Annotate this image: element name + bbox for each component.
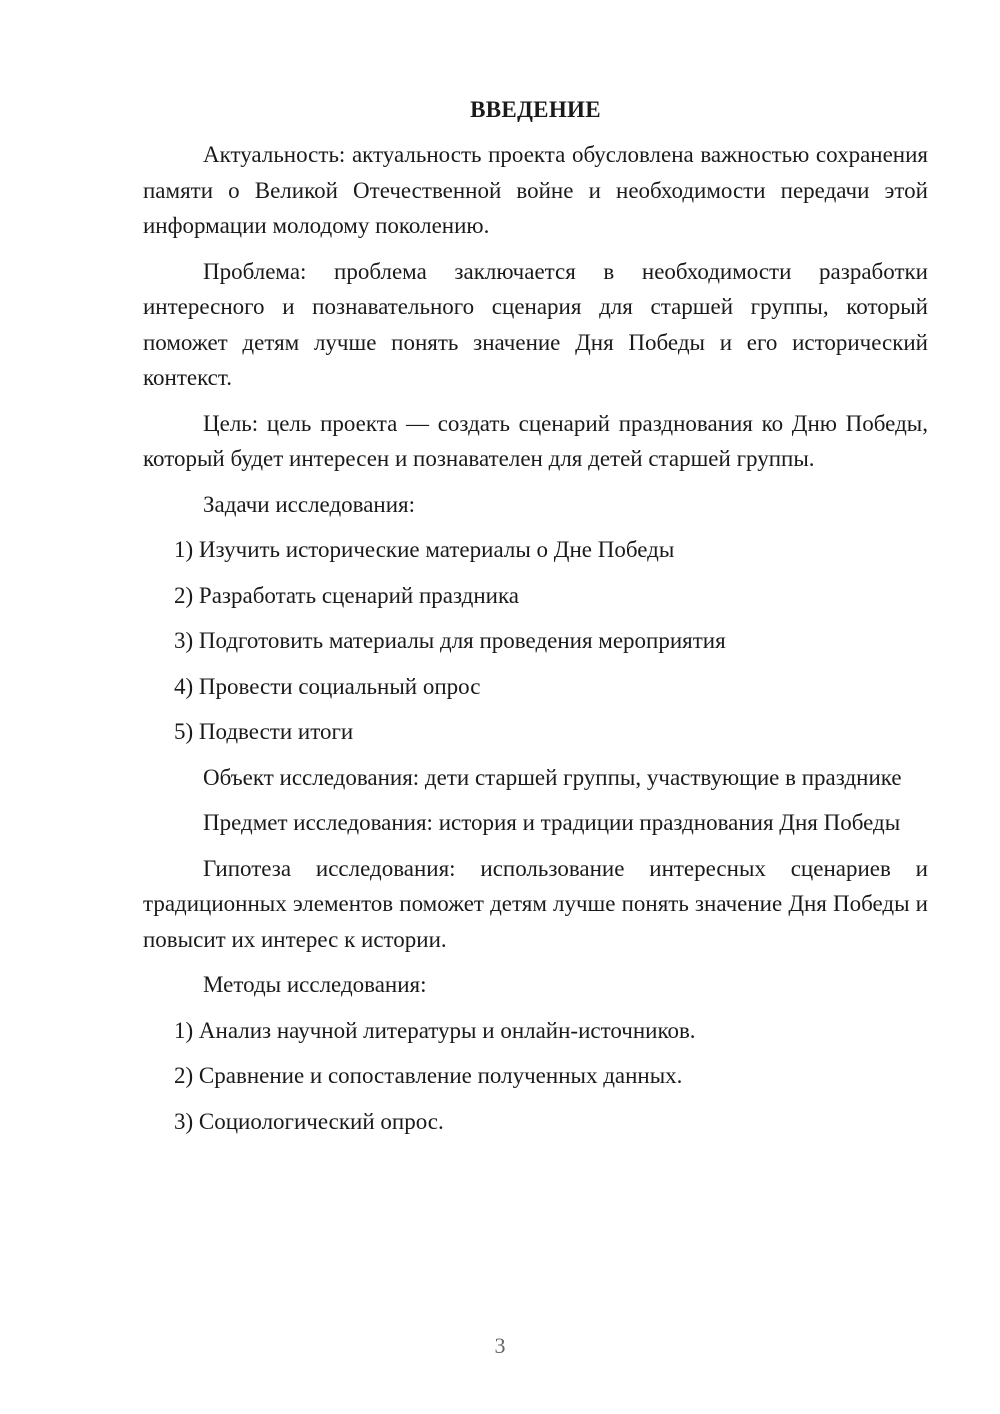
problem-paragraph: Проблема: проблема заключается в необходимости разработки интересного и познавательного сценария для старшей группы, который поможет детям лучше понять значение Дня Победы и его исторический контекст.	[143, 258, 928, 390]
object-paragraph: Объект исследования: дети старшей группы, участвующие в празднике	[203, 764, 902, 790]
list-item: 1) Анализ научной литературы и онлайн-источников.	[174, 1017, 696, 1043]
list-item: 1) Изучить исторические материалы о Дне Победы	[174, 537, 675, 562]
list-item: 3) Социологический опрос.	[174, 1108, 444, 1134]
goal-paragraph: Цель: цель проекта — создать сценарий празднования ко Дню Победы, который будет интересен и познавателен для детей старшей группы.	[143, 410, 928, 471]
page-number: 3	[494, 1333, 506, 1358]
hypothesis-paragraph: Гипотеза исследования: использование интересных сценариев и традиционных элементов поможет детям лучше понять значение Дня Победы и повысит их интерес к истории.	[143, 855, 928, 952]
tasks-list	[143, 532, 928, 750]
list-item: 4) Провести социальный опрос	[174, 673, 481, 699]
tasks-heading: Задачи исследования:	[203, 491, 416, 517]
list-item: 5) Подвести итоги	[174, 719, 354, 744]
document-title: ВВЕДЕНИЕ	[470, 97, 601, 122]
relevance-paragraph: Актуальность: актуальность проекта обусловлена важностью сохранения памяти о Великой Отечественной войне и необходимости передачи этой информации молодому поколению.	[143, 142, 928, 238]
list-item: 2) Разработать сценарий праздника	[174, 582, 519, 608]
list-item: 2) Сравнение и сопоставление полученных данных.	[174, 1063, 683, 1088]
methods-heading: Методы исследования:	[203, 972, 427, 997]
subject-paragraph: Предмет исследования: история и традиции празднования Дня Победы	[203, 810, 901, 835]
list-item: 3) Подготовить материалы для проведения мероприятия	[174, 628, 726, 653]
document-page	[143, 92, 928, 1149]
methods-list	[143, 1013, 928, 1140]
